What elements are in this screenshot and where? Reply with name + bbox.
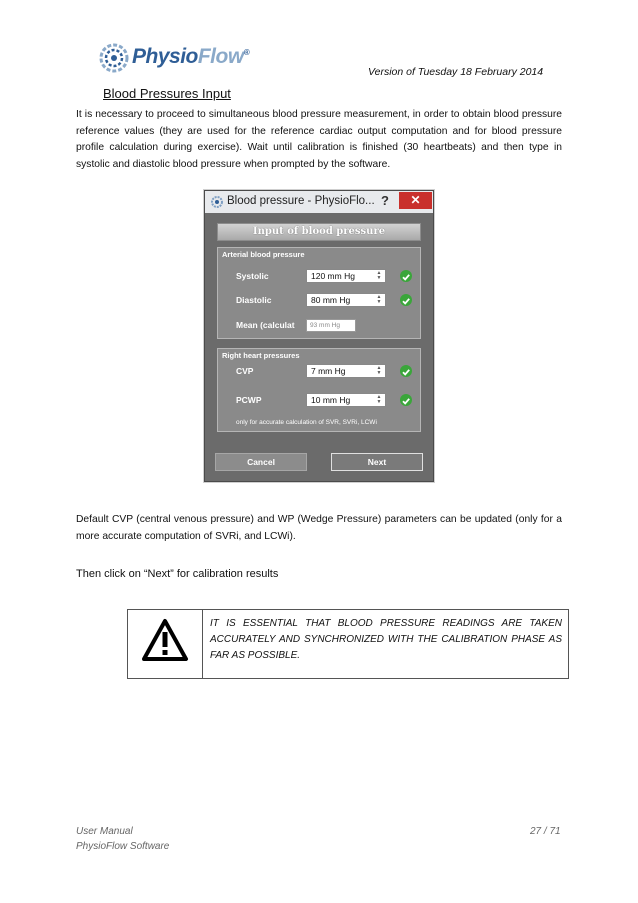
pcwp-check-icon (400, 394, 412, 406)
logo-text-physio: Physio (132, 45, 198, 68)
physioflow-logo (98, 42, 248, 76)
physioflow-logo-icon (98, 42, 130, 74)
default-parameters-paragraph: Default CVP (central venous pressure) and WP (Wedge Pressure) parameters can be updated (only for a more accurate computation of SVRi, and LCWi). (76, 514, 562, 542)
diastolic-check-icon (400, 294, 412, 306)
help-icon[interactable]: ? (381, 193, 389, 208)
arterial-pressure-group (217, 247, 421, 339)
next-instruction: Then click on “Next” for calibration results (76, 568, 279, 580)
diastolic-value: 80 mm Hg (311, 295, 351, 305)
warning-text: IT IS ESSENTIAL THAT BLOOD PRESSURE READINGS ARE TAKEN ACCURATELY AND SYNCHRONIZED WITH THE CALIBRATION PHASE AS FAR AS POSSIBLE. (210, 618, 562, 661)
close-button[interactable]: ✕ (399, 192, 432, 209)
pcwp-value: 10 mm Hg (311, 395, 351, 405)
pcwp-spinner[interactable]: ▲ ▼ (376, 394, 382, 405)
systolic-spinner[interactable]: ▲ ▼ (376, 270, 382, 281)
section-title: Blood Pressures Input (103, 86, 231, 101)
warning-icon-cell (128, 610, 203, 678)
logo-registered-mark: ® (243, 48, 250, 57)
next-button[interactable]: Next (331, 453, 423, 471)
dialog-header: Input of blood pressure (217, 223, 421, 241)
right-group-title: Right heart pressures (222, 351, 300, 360)
cvp-input[interactable] (306, 364, 386, 378)
cvp-spinner[interactable]: ▲ ▼ (376, 365, 382, 376)
right-pressures-note: only for accurate calculation of SVR, SVRi, LCWi (236, 419, 377, 426)
footer-manual: User Manual (76, 826, 133, 837)
right-heart-pressure-group (217, 348, 421, 432)
systolic-check-icon (400, 270, 412, 282)
pcwp-label: PCWP (236, 395, 262, 405)
cancel-button[interactable]: Cancel (215, 453, 307, 471)
systolic-input[interactable] (306, 269, 386, 283)
app-icon (211, 196, 223, 208)
cvp-value: 7 mm Hg (311, 366, 346, 376)
logo-text-flow: Flow (197, 45, 244, 68)
footer-software: PhysioFlow Software (76, 841, 170, 852)
cvp-check-icon (400, 365, 412, 377)
mean-readonly-field (306, 319, 356, 332)
pcwp-input[interactable] (306, 393, 386, 407)
warning-triangle-icon (141, 618, 189, 662)
dialog-title: Blood pressure - PhysioFlo... (227, 195, 375, 207)
blood-pressure-dialog (204, 190, 434, 482)
mean-label: Mean (calculat (236, 320, 295, 330)
mean-value: 93 mm Hg (310, 322, 340, 329)
arterial-group-title: Arterial blood pressure (222, 250, 305, 259)
diastolic-label: Diastolic (236, 295, 272, 305)
intro-paragraph: It is necessary to proceed to simultaneous blood pressure measurement, in order to obtain blood pressure reference values (they are used for the reference cardiac output computation and for blood pressure profile calculation during exercise). Wait until calibration is finished (30 heartbeats) and then type in systolic and diastolic blood pressure when prompted by the software. (76, 109, 562, 170)
warning-box (127, 609, 569, 679)
systolic-value: 120 mm Hg (311, 271, 355, 281)
logo-wordmark (132, 45, 249, 69)
cvp-label: CVP (236, 366, 254, 376)
diastolic-input[interactable] (306, 293, 386, 307)
footer-page-number: 27 / 71 (530, 826, 561, 837)
version-line: Version of Tuesday 18 February 2014 (368, 66, 544, 78)
systolic-label: Systolic (236, 271, 269, 281)
dialog-titlebar (205, 191, 433, 213)
diastolic-spinner[interactable]: ▲ ▼ (376, 294, 382, 305)
